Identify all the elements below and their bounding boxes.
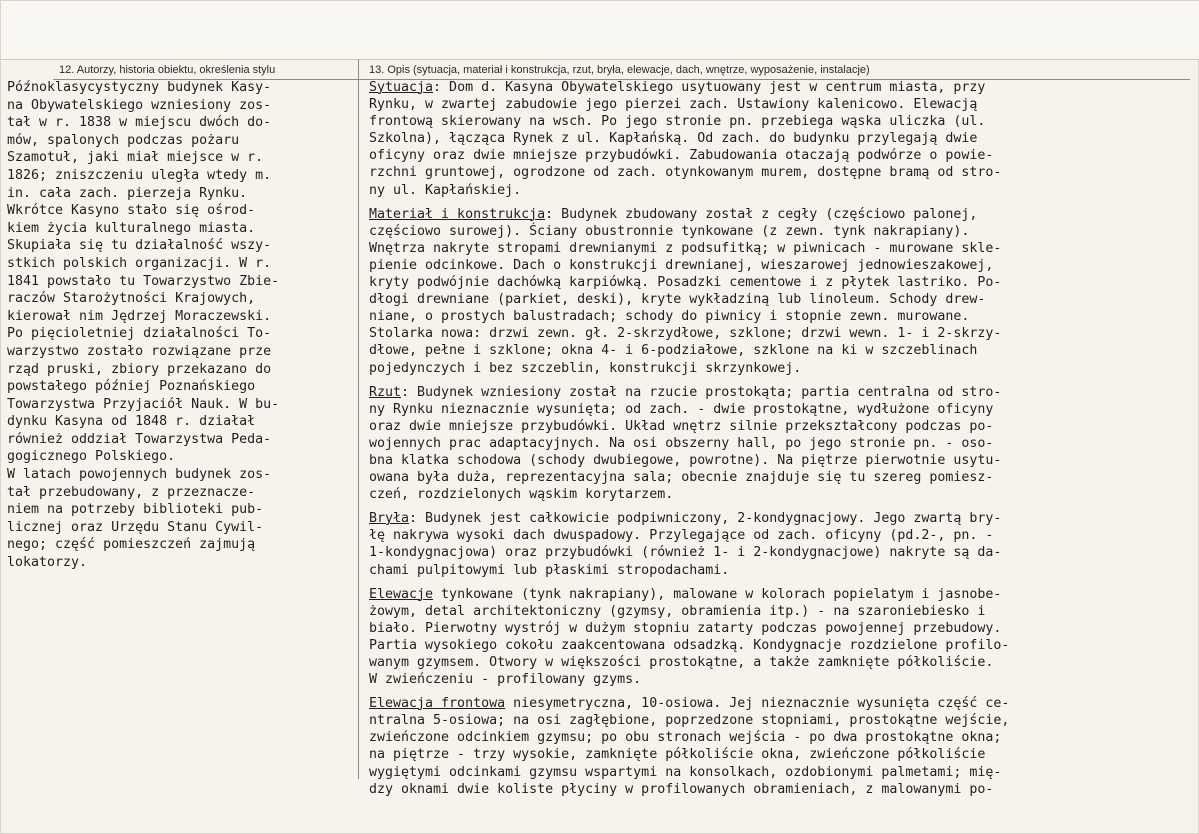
- section-line: wygiętymi odcinkami gzymsu wspartymi na konsolkach, ozdobionymi palmetami; mię-: [369, 764, 1002, 780]
- section-line: biało. Pierwotny wystrój w dużym stopniu zatarty podczas powojennej przebudowy.: [369, 620, 1002, 636]
- section-elewacje: [369, 586, 1009, 689]
- history-line: stkich polskich organizacji. W r.: [7, 255, 272, 271]
- sheet-top-margin: [1, 1, 1199, 60]
- right-column-header: 13. Opis (sytuacja, materiał i konstrukcja, rzut, bryła, elewacje, dach, wnętrze, wyposażenie, instalacje): [369, 64, 870, 76]
- history-line: raczów Starożytności Krajowych,: [7, 291, 256, 307]
- history-line: lokatorzy.: [7, 555, 88, 571]
- description-text: [369, 79, 1009, 798]
- history-text: [7, 79, 279, 572]
- history-line: in. cała zach. pierzeja Rynku.: [7, 185, 248, 201]
- section-rzut: [369, 384, 1009, 504]
- section-line: wanym gzymsem. Otwory w większości prostokątne, a także zamknięte półkoliście.: [369, 655, 994, 670]
- section-sytuacja: [369, 79, 1009, 199]
- section-line: Szkolna), łącząca Rynek z ul. Kapłańską. Od zach. do budynku przylegają dwie: [369, 131, 978, 147]
- section-line: Stolarka nowa: drzwi zewn. gł. 2-skrzydłowe, szklone; drzwi wewn. 1- i 2-skrzy-: [369, 326, 1002, 342]
- section-line: rzchni gruntowej, ogrodzone od zach. otynkowanym murem, dostępne bramą od stro-: [369, 165, 1002, 181]
- section-line: niane, o prostych balustradach; schody do piwnicy i stopnie zewn. murowane.: [369, 309, 970, 325]
- history-line: Towarzystwa Przyjaciół Nauk. W bu-: [7, 396, 280, 412]
- section-heading: Rzut: [369, 384, 402, 400]
- history-line: warzystwo zostało rozwiązane prze: [7, 343, 272, 359]
- section-heading: Bryła: [369, 511, 410, 527]
- section-line: zwieńczone odcinkiem gzymsu; po obu stronach wejścia - po dwa prostokątne okna;: [369, 730, 1002, 746]
- section-line: Partia wysokiego cokołu zaakcentowana odsadzką. Kondygnacje rozdzielone profilo-: [369, 637, 1010, 653]
- section-line: ny Rynku nieznacznie wysunięta; od zach. - dwie prostokątne, wydłużone oficyny: [369, 401, 994, 417]
- section-line-text: tynkowane (tynk nakrapiany), malowane w kolorach popielatym i jasnobe-: [433, 586, 1002, 602]
- section-line: dłogi drewniane (parkiet, deski), kryte wykładziną lub linoleum. Schody drew-: [369, 292, 986, 308]
- section-line: owana była duża, reprezentacyjna sala; obecnie znajduje się tu szereg pomiesz-: [369, 470, 994, 486]
- section-gap: [369, 688, 1009, 695]
- section-line: wojennych prac adaptacyjnych. Na osi obszerny hall, po jego stronie pn. - oso-: [369, 435, 994, 451]
- section-line: Rynku, w zwartej zabudowie jego pierzei zach. Ustawiony kalenicowo. Elewacją: [369, 97, 978, 113]
- section-line: dłowe, pełne i szklone; okna 4- i 6-podziałowe, szklone na ki w szczeblinach: [369, 343, 978, 359]
- section-line-text: : Dom d. Kasyna Obywatelskiego usytuowany jest w centrum miasta, przy: [433, 80, 986, 95]
- section-gap: [369, 503, 1009, 510]
- history-line: Skupiała się tu działalność wszy-: [7, 238, 272, 254]
- history-line: rząd pruski, zbiory przekazano do: [7, 361, 272, 377]
- history-line: mów, spalonych podczas pożaru: [7, 132, 240, 148]
- history-line: Po pięcioletniej działalności To-: [7, 326, 272, 342]
- history-line: dynku Kasyna od 1848 r. działał: [7, 414, 256, 430]
- history-line: nego; część pomieszczeń zajmują: [7, 537, 256, 553]
- section-heading: Materiał i konstrukcja: [369, 206, 546, 222]
- section-line: na piętrze - trzy wysokie, zamknięte półkoliście okna, zwieńczone półkoliście: [369, 747, 986, 763]
- section-line: czeń, rozdzielonych wąskim korytarzem.: [369, 487, 674, 503]
- section-line: frontową skierowany na wsch. Po jego stronie pn. przebiega wąska uliczka (ul.: [369, 114, 986, 130]
- section-line: żowym, detal architektoniczny (gzymsy, obramienia itp.) - na szaroniebiesko i: [369, 603, 986, 619]
- section-line-text: : Budynek jest całkowicie podpiwniczony, 2-kondygnacjowy. Jego zwartą bry-: [409, 511, 1002, 527]
- left-column-header: 12. Autorzy, historia obiektu, określenia stylu: [59, 64, 276, 76]
- section-bryła: [369, 510, 1009, 578]
- history-line: powstałego później Poznańskiego: [7, 379, 256, 395]
- section-line: łę nakrywa wysoki dach dwuspadowy. Przylegające od zach. oficyny (pd.2-, pn. -: [369, 528, 994, 544]
- section-gap: [369, 377, 1009, 384]
- section-heading: Elewacja frontowa: [369, 696, 506, 712]
- section-gap: [369, 199, 1009, 206]
- section-line: pienie odcinkowe. Dach o konstrukcji drewnianej, wieszarowej jednowieszakowej,: [369, 257, 994, 273]
- section-line: oraz dwie mniejsze przybudówki. Układ wnętrz silnie przekształcony podczas po-: [369, 418, 994, 434]
- history-line: również oddział Towarzystwa Peda-: [7, 431, 272, 447]
- section-line: bna klatka schodowa (schody dwubiegowe, powrotne). Na piętrze pierwotnie usytu-: [369, 452, 1002, 468]
- section-line: oficyny oraz dwie mniejsze przybudówki. Zabudowania otaczają podwórze o powie-: [369, 148, 994, 164]
- history-line: Szamotuł, jaki miał miejsce w r.: [7, 150, 264, 166]
- history-line: licznej oraz Urzędu Stanu Cywil-: [7, 519, 264, 535]
- section-line: dzy oknami dwie koliste płyciny w profilowanych obramieniach, z malowanymi po-: [369, 781, 994, 797]
- column-divider: [358, 59, 359, 779]
- section-line: W zwieńczeniu - profilowany gzyms.: [369, 672, 642, 688]
- history-line: kiem życia kulturalnego miasta.: [7, 220, 256, 236]
- section-materiał-i-konstrukcja: [369, 206, 1009, 377]
- section-line: Wnętrza nakryte stropami drewnianymi z podsufitką; w piwnicach - murowane skle-: [369, 240, 1002, 256]
- history-line: tał przebudowany, z przeznacze-: [7, 484, 256, 500]
- history-line: na Obywatelskiego wzniesiony zos-: [7, 97, 272, 113]
- section-line-text: : Budynek zbudowany został z cegły (częściowo palonej,: [545, 206, 978, 222]
- section-line: ny ul. Kapłańskiej.: [369, 182, 522, 198]
- section-line: [369, 206, 1009, 223]
- section-line: częściowo surowej). Ściany obustronnie tynkowane (z zewn. tynk nakrapiany).: [369, 223, 970, 239]
- section-line: [369, 510, 1009, 527]
- history-line: kierował nim Jędrzej Moraczewski.: [7, 308, 272, 324]
- section-line: ntralna 5-osiowa; na osi zagłębione, poprzedzone stopniami, prostokątne wejście,: [369, 713, 1010, 729]
- history-line: Późnoklasycystyczny budynek Kasy-: [7, 80, 272, 95]
- section-line: [369, 586, 1009, 603]
- section-line: kryty podwójnie dachówką karpiówką. Posadzki cementowe i z płytek lastriko. Po-: [369, 275, 1002, 291]
- section-gap: [369, 579, 1009, 586]
- history-line: gogicznego Polskiego.: [7, 449, 176, 465]
- history-line: Wkrótce Kasyno stało się ośrod-: [7, 203, 256, 219]
- section-line: [369, 695, 1009, 712]
- section-line: pojedynczych i bez szczeblin, konstrukcji skrzynkowej.: [369, 360, 802, 376]
- section-line: 1-kondygnacjowa) oraz przybudówki (również 1- i 2-kondygnacjowe) nakryte są da-: [369, 545, 1002, 561]
- section-line: [369, 384, 1009, 401]
- section-line: chami pulpitowymi lub płaskimi stropodachami.: [369, 562, 730, 578]
- section-line: [369, 79, 1009, 96]
- section-heading: Elewacje: [369, 586, 434, 602]
- section-heading: Sytuacja: [369, 80, 434, 95]
- history-line: niem na potrzeby biblioteki pub-: [7, 502, 264, 518]
- section-line-text: niesymetryczna, 10-osiowa. Jej nieznacznie wysunięta część ce-: [505, 696, 1010, 712]
- section-line-text: : Budynek wzniesiony został na rzucie prostokąta; partia centralna od stro-: [401, 384, 1002, 400]
- history-line: tał w r. 1838 w miejscu dwóch do-: [7, 115, 272, 131]
- history-line: W latach powojennych budynek zos-: [7, 467, 272, 483]
- history-line: 1841 powstało tu Towarzystwo Zbie-: [7, 273, 280, 289]
- section-elewacja-frontowa: [369, 695, 1009, 798]
- history-line: 1826; zniszczeniu uległa wtedy m.: [7, 167, 272, 183]
